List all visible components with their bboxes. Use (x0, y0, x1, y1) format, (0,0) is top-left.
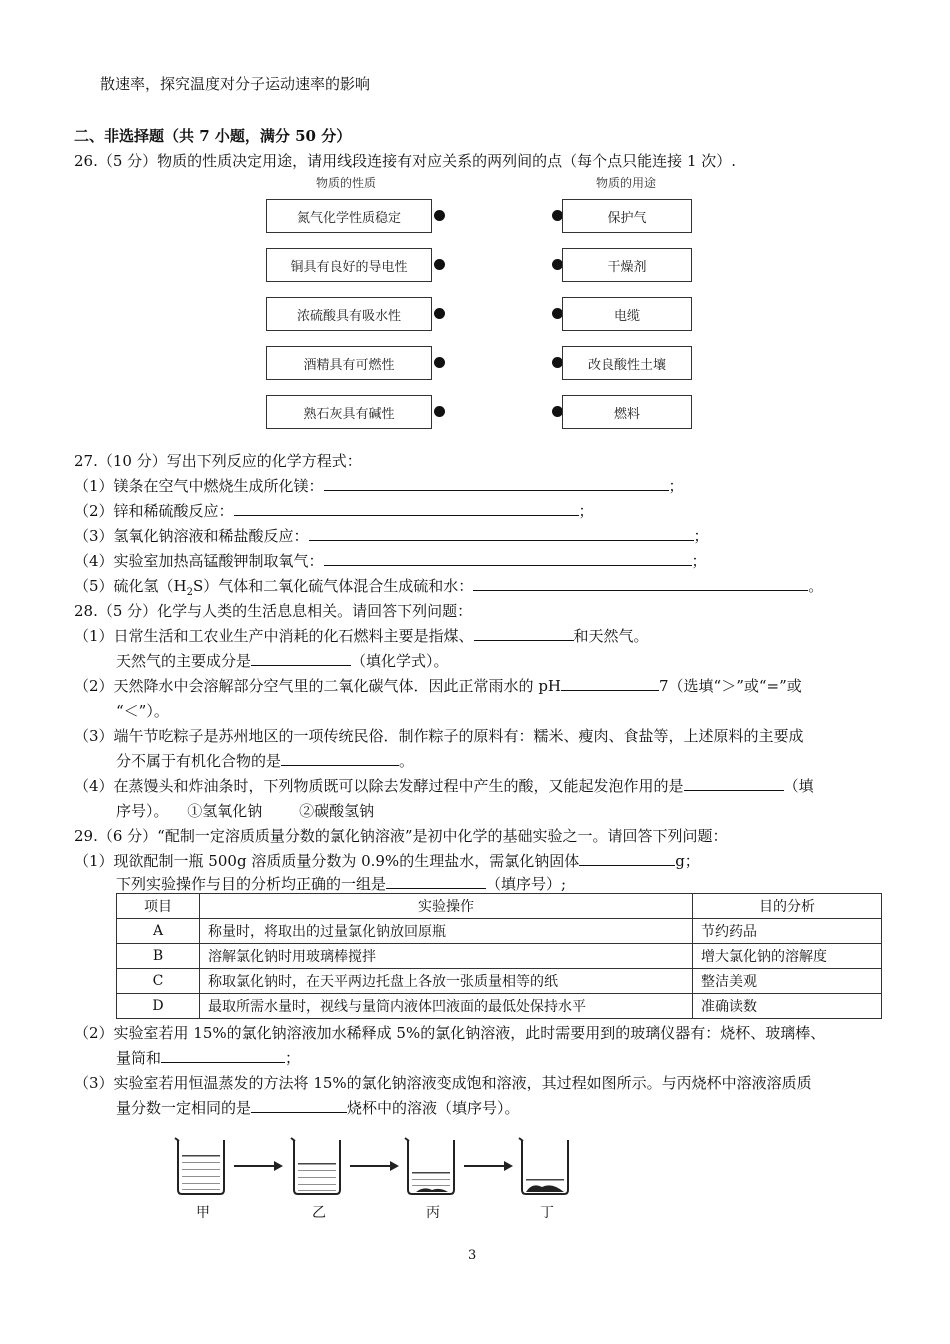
left-connect-dot[interactable] (434, 259, 445, 270)
q28-part4-cont: 序号）。 ①氢氧化钠 ②碳酸氢钠 (116, 802, 375, 820)
q29-part2: （2）实验室若用 15%的氯化钠溶液加水稀释成 5%的氯化钠溶液，此时需要用到的玻璃仪器有：烧杯、玻璃棒、 (74, 1024, 826, 1042)
q29-part3-cont: 量分数一定相同的是 烧杯中的溶液（填序号）。 (116, 1099, 520, 1117)
q28-part3-cont: 分不属于有机化合物的是 。 (116, 752, 415, 770)
q28-part3: （3）端午节吃粽子是苏州地区的一项传统民俗．制作粽子的原料有：糯米、瘦肉、食盐等，上述原料的主要成 (74, 727, 804, 745)
left-connect-dot[interactable] (434, 308, 445, 319)
use-box: 改良酸性土壤 (562, 346, 692, 380)
left-connect-dot[interactable] (434, 210, 445, 221)
arrow-icon (234, 1161, 283, 1171)
answer-blank[interactable] (309, 526, 694, 541)
arrow-icon (350, 1161, 399, 1171)
q26-stem: 26.（5 分）物质的性质决定用途，请用线段连接有对应关系的两列间的点（每个点只能连接 1 次）. (74, 152, 737, 170)
answer-blank[interactable] (281, 751, 399, 766)
q27-stem: 27.（10 分）写出下列反应的化学方程式： (74, 452, 362, 470)
left-connect-dot[interactable] (434, 406, 445, 417)
q28-part2: （2）天然降水中会溶解部分空气里的二氧化碳气体．因此正常雨水的 pH 7（选填“＞”或“=”或 (74, 677, 802, 695)
answer-blank[interactable] (386, 874, 486, 889)
answer-blank[interactable] (474, 626, 574, 641)
beaker-evaporation-diagram (170, 1132, 570, 1202)
arrow-icon (464, 1161, 513, 1171)
use-box: 保护气 (562, 199, 692, 233)
q27-item: （5）硫化氢$(H_2S)$气体和二氧化硫气体混合生成硫和水： 。 (74, 577, 824, 598)
page-number: 3 (468, 1248, 477, 1263)
beaker-ding-icon (519, 1138, 568, 1194)
property-box: 酒精具有可燃性 (266, 346, 432, 380)
answer-blank[interactable] (684, 776, 784, 791)
table-row: C 称取氯化钠时，在天平两边托盘上各放一张质量相等的纸 整洁美观 (117, 969, 882, 994)
q28-part2-cont: “＜”）。 (116, 702, 169, 720)
use-box: 干燥剂 (562, 248, 692, 282)
property-box: 熟石灰具有碱性 (266, 395, 432, 429)
answer-blank[interactable] (473, 576, 808, 591)
property-box: 浓硫酸具有吸水性 (266, 297, 432, 331)
q28-part1: （1）日常生活和工农业生产中消耗的化石燃料主要是指煤、 和天然气。 (74, 627, 649, 645)
beaker-label: 丙 (426, 1205, 440, 1221)
q28-stem: 28.（5 分）化学与人类的生活息息相关。请回答下列问题： (74, 602, 473, 620)
beaker-yi-icon (291, 1138, 340, 1194)
q28-part1-cont: 天然气的主要成分是 （填化学式）。 (116, 652, 449, 670)
table-row: B 溶解氯化钠时用玻璃棒搅拌 增大氯化钠的溶解度 (117, 944, 882, 969)
q26-left-header: 物质的性质 (316, 176, 377, 190)
answer-blank[interactable] (579, 851, 675, 866)
use-box: 燃料 (562, 395, 692, 429)
left-connect-dot[interactable] (434, 357, 445, 368)
beaker-label: 丁 (540, 1205, 554, 1221)
answer-blank[interactable] (561, 676, 659, 691)
experiment-table (116, 893, 882, 1019)
q29-part1-cont: 下列实验操作与目的分析均正确的一组是 （填序号）; (116, 875, 567, 893)
beaker-bing-icon (405, 1138, 454, 1194)
answer-blank[interactable] (161, 1048, 285, 1063)
q27-item: （1）镁条在空气中燃烧生成所化镁： ； (74, 477, 684, 495)
q26-right-header: 物质的用途 (596, 176, 657, 190)
answer-blank[interactable] (324, 476, 669, 491)
table-row: D 最取所需水量时，视线与量筒内液体凹液面的最低处保持水平 准确读数 (117, 994, 882, 1019)
q27-item: （3）氢氧化钠溶液和稀盐酸反应： ； (74, 527, 709, 545)
beaker-label: 乙 (312, 1205, 326, 1221)
table-header-row: 项目 实验操作 目的分析 (117, 894, 882, 919)
q29-part2-cont: 量筒和 ； (116, 1049, 301, 1067)
section-title: 二、非选择题（共 7 小题，满分 50 分） (74, 127, 352, 145)
beaker-jia-icon (175, 1138, 224, 1194)
answer-blank[interactable] (251, 651, 351, 666)
q29-stem: 29.（6 分）“配制一定溶质质量分数的氯化钠溶液”是初中化学的基础实验之一。请回答下列问题： (74, 827, 728, 845)
property-box: 氮气化学性质稳定 (266, 199, 432, 233)
q27-item: （2）锌和稀硫酸反应： ； (74, 502, 594, 520)
answer-blank[interactable] (251, 1098, 347, 1113)
answer-blank[interactable] (324, 551, 692, 566)
beaker-label: 甲 (196, 1205, 210, 1221)
q29-part1: （1）现欲配制一瓶 500g 溶质质量分数为 0.9%的生理盐水，需氯化钠固体 g； (74, 852, 700, 870)
q27-item: （4）实验室加热高锰酸钾制取氧气： ； (74, 552, 707, 570)
q29-part3: （3）实验室若用恒温蒸发的方法将 15%的氯化钠溶液变成饱和溶液，其过程如图所示。与丙烧杯中溶液溶质质 (74, 1074, 812, 1092)
table-row: A 称量时，将取出的过量氯化钠放回原瓶 节约药品 (117, 919, 882, 944)
property-box: 铜具有良好的导电性 (266, 248, 432, 282)
q28-part4: （4）在蒸馒头和炸油条时，下列物质既可以除去发酵过程中产生的酸，又能起发泡作用的是 （填 (74, 777, 814, 795)
use-box: 电缆 (562, 297, 692, 331)
continuation-text: 散速率，探究温度对分子运动速率的影响 (100, 75, 371, 93)
answer-blank[interactable] (234, 501, 579, 516)
